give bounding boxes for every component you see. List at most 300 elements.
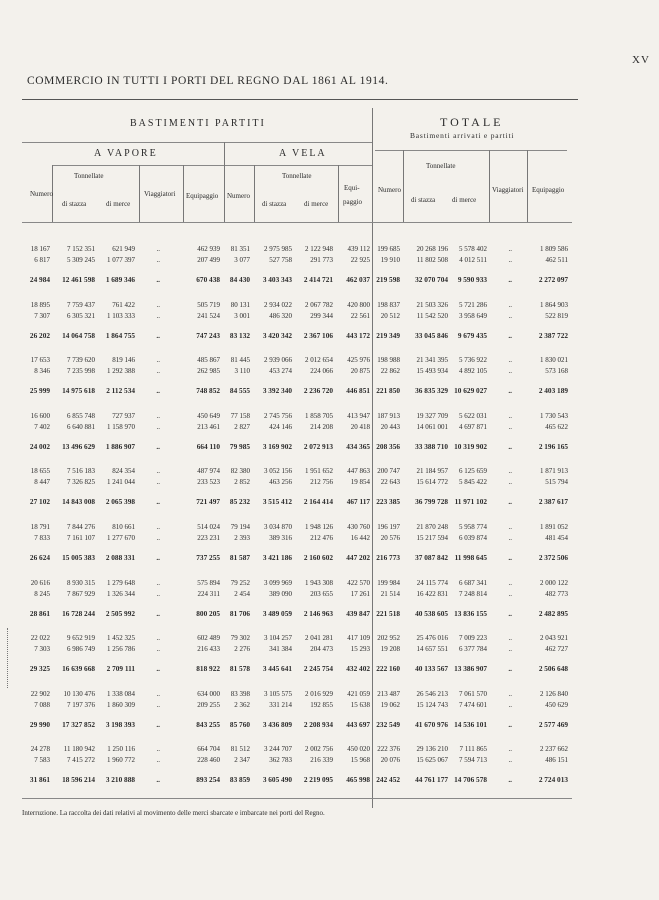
table-cell: 819 146 — [112, 356, 135, 365]
table-cell: .. — [508, 578, 512, 587]
header-tonnellate-totale: Tonnellate — [426, 162, 456, 170]
table-cell: 467 117 — [346, 497, 370, 507]
table-cell: 515 794 — [545, 478, 568, 487]
table-cell: 2 122 948 — [305, 245, 333, 253]
table-cell: 7 516 183 — [67, 467, 95, 476]
table-cell: .. — [156, 386, 160, 396]
table-cell: 40 538 605 — [415, 608, 448, 618]
header-paggio: paggio — [343, 198, 363, 206]
table-cell: .. — [508, 645, 512, 654]
table-cell: .. — [508, 467, 512, 476]
header-divider — [224, 142, 225, 222]
table-cell: 2 126 840 — [540, 689, 568, 698]
table-cell: 462 037 — [346, 275, 370, 284]
table-cell: 33 388 710 — [415, 441, 448, 451]
table-cell: 1 864 903 — [540, 300, 568, 309]
table-cell: 7 583 — [34, 756, 50, 765]
table-cell: .. — [508, 700, 512, 709]
table-cell: 15 625 067 — [416, 756, 448, 765]
table-cell: 21 341 395 — [416, 356, 448, 365]
table-cell: 10 130 476 — [63, 689, 95, 698]
table-cell: 9 679 435 — [457, 330, 487, 340]
table-cell: 213 461 — [197, 422, 220, 431]
table-cell: 3 034 870 — [264, 523, 292, 531]
table-cell: 2 276 — [234, 645, 250, 654]
table-cell: 424 146 — [269, 422, 292, 431]
table-cell: 362 783 — [269, 756, 292, 765]
table-cell: 18 791 — [30, 523, 50, 531]
table-cell: 14 536 101 — [454, 719, 487, 729]
table-cell: 5 622 031 — [459, 411, 487, 420]
table-cell: 3 052 156 — [264, 467, 292, 476]
total-row — [0, 442, 659, 453]
table-cell: 2 745 756 — [264, 411, 292, 420]
total-row — [0, 775, 659, 786]
header-di-merce: di merce — [106, 200, 131, 208]
table-cell: 22 643 — [380, 478, 400, 487]
table-cell: 5 958 774 — [459, 523, 487, 531]
table-cell: 7 235 998 — [67, 367, 95, 376]
header-numero-totale: Numero — [378, 186, 401, 194]
table-cell: 1 951 652 — [305, 467, 333, 476]
table-cell: 2 208 934 — [303, 719, 333, 729]
table-cell: .. — [156, 700, 160, 709]
header-divider — [403, 150, 404, 222]
table-cell: 9 590 933 — [457, 275, 487, 284]
table-cell: .. — [156, 256, 160, 264]
table-cell: 20 616 — [30, 578, 50, 587]
table-cell: 463 256 — [269, 478, 292, 487]
table-cell: .. — [508, 608, 512, 618]
table-cell: 1 292 388 — [107, 367, 135, 376]
table-cell: .. — [156, 245, 160, 253]
total-row — [0, 386, 659, 397]
table-cell: 7 474 601 — [459, 700, 487, 709]
table-cell: 331 214 — [269, 700, 292, 709]
table-cell: 29 990 — [29, 719, 50, 729]
table-cell: 2 506 648 — [538, 664, 568, 674]
table-cell: 2 387 617 — [538, 497, 568, 507]
table-cell: 20 512 — [380, 311, 400, 320]
table-cell: 25 999 — [29, 386, 50, 396]
table-cell: 2 934 022 — [264, 300, 292, 309]
table-cell: 5 721 286 — [459, 300, 487, 309]
table-cell: 20 875 — [350, 367, 370, 376]
table-cell: 1 250 116 — [107, 745, 135, 754]
table-cell: 16 422 831 — [416, 589, 448, 598]
table-cell: 2 362 — [234, 700, 250, 709]
table-cell: 6 377 784 — [459, 645, 487, 654]
table-cell: 2 414 721 — [303, 275, 333, 284]
table-cell: .. — [156, 608, 160, 618]
table-cell: 14 061 001 — [416, 422, 448, 431]
table-cell: .. — [156, 578, 160, 587]
table-cell: 15 293 — [350, 645, 370, 654]
table-cell: 487 974 — [197, 467, 220, 476]
table-cell: 421 059 — [347, 689, 370, 698]
total-row — [0, 664, 659, 675]
table-cell: .. — [156, 523, 160, 531]
table-cell: 3 605 490 — [262, 775, 292, 785]
table-cell: 81 351 — [230, 245, 250, 253]
table-cell: 7 844 276 — [67, 523, 95, 531]
table-cell: 7 867 929 — [67, 589, 95, 598]
table-row — [0, 478, 659, 489]
table-cell: .. — [508, 745, 512, 754]
table-cell: .. — [156, 478, 160, 487]
header-viaggiatori-totale: Viaggiatori — [492, 186, 524, 194]
table-cell: 9 652 919 — [67, 634, 95, 643]
table-cell: .. — [156, 664, 160, 674]
table-cell: 20 076 — [380, 756, 400, 765]
table-cell: 14 657 551 — [416, 645, 448, 654]
table-cell: 15 005 383 — [62, 553, 95, 562]
table-cell: 1 158 970 — [107, 422, 135, 431]
table-row — [0, 534, 659, 545]
header-bastimenti-partiti: BASTIMENTI PARTITI — [130, 118, 266, 129]
table-cell: 1 960 772 — [107, 756, 135, 765]
table-cell: 5 845 422 — [459, 478, 487, 487]
header-bottom-rule — [22, 222, 572, 223]
table-row — [0, 412, 659, 423]
header-rule — [52, 165, 372, 166]
table-cell: 21 184 957 — [416, 467, 448, 476]
table-cell: 1 338 084 — [107, 689, 135, 698]
table-cell: 7 161 107 — [67, 534, 95, 542]
table-cell: 462 511 — [545, 256, 568, 264]
header-viaggiatori: Viaggiatori — [144, 190, 176, 198]
table-row — [0, 523, 659, 534]
table-cell: 12 461 598 — [62, 275, 95, 284]
table-cell: 7 833 — [34, 534, 50, 542]
table-cell: 199 984 — [377, 578, 400, 587]
table-cell: .. — [156, 275, 160, 284]
table-cell: 2 112 534 — [106, 386, 135, 396]
table-cell: .. — [508, 553, 512, 562]
table-cell: .. — [156, 756, 160, 765]
table-cell: 505 719 — [197, 300, 220, 309]
table-cell: 2 072 913 — [303, 441, 333, 451]
table-cell: .. — [156, 645, 160, 654]
table-cell: 198 837 — [377, 300, 400, 309]
table-cell: 32 070 704 — [415, 275, 448, 284]
table-cell: 18 655 — [30, 467, 50, 476]
table-cell: 447 202 — [346, 553, 370, 562]
table-cell: 196 197 — [377, 523, 400, 531]
table-cell: 11 542 520 — [416, 311, 448, 320]
table-cell: 6 687 341 — [459, 578, 487, 587]
table-cell: 10 629 027 — [454, 386, 487, 396]
table-cell: 22 561 — [350, 311, 370, 320]
table-cell: .. — [508, 689, 512, 698]
table-cell: 2 164 414 — [303, 497, 333, 507]
table-cell: 6 640 881 — [67, 422, 95, 431]
table-cell: 216 433 — [197, 645, 220, 654]
table-cell: 24 115 774 — [416, 578, 448, 587]
table-cell: 8 447 — [34, 478, 50, 487]
table-cell: 527 758 — [269, 256, 292, 264]
table-cell: 439 847 — [346, 608, 370, 618]
table-row — [0, 590, 659, 601]
table-cell: 7 415 272 — [67, 756, 95, 765]
table-cell: 15 217 594 — [416, 534, 448, 542]
table-cell: 19 062 — [380, 700, 400, 709]
table-cell: 7 307 — [34, 311, 50, 320]
table-cell: 413 947 — [347, 411, 370, 420]
table-cell: 20 268 196 — [416, 245, 448, 253]
table-cell: 15 638 — [350, 700, 370, 709]
table-cell: 481 454 — [545, 534, 568, 542]
header-divider — [489, 150, 490, 222]
page-title: COMMERCIO IN TUTTI I PORTI DEL REGNO DAL 1861 AL 1914. — [27, 75, 389, 87]
table-cell: 21 514 — [380, 589, 400, 598]
table-cell: 79 302 — [230, 634, 250, 643]
table-cell: 2 016 929 — [305, 689, 333, 698]
table-cell: .. — [508, 441, 512, 451]
table-cell: 221 518 — [376, 608, 400, 618]
table-cell: 83 398 — [230, 689, 250, 698]
table-cell: 22 862 — [380, 367, 400, 376]
table-cell: 36 799 728 — [415, 497, 448, 507]
table-cell: 2 347 — [234, 756, 250, 765]
table-cell: 26 624 — [29, 553, 50, 562]
total-row — [0, 720, 659, 731]
table-cell: 82 380 — [230, 467, 250, 476]
table-cell: 14 706 578 — [454, 775, 487, 785]
table-cell: 37 087 842 — [415, 553, 448, 562]
table-cell: 22 925 — [350, 256, 370, 264]
table-cell: 26 202 — [29, 330, 50, 340]
table-cell: 223 385 — [376, 497, 400, 507]
table-cell: .. — [156, 422, 160, 431]
table-cell: 824 354 — [112, 467, 135, 476]
table-cell: 223 231 — [197, 534, 220, 542]
table-cell: .. — [156, 467, 160, 476]
table-cell: 15 493 934 — [416, 367, 448, 376]
table-cell: 3 244 707 — [264, 745, 292, 754]
table-cell: 2 482 895 — [538, 608, 568, 618]
table-cell: 27 102 — [29, 497, 50, 507]
header-numero: Numero — [30, 190, 53, 198]
table-cell: 33 045 846 — [415, 330, 448, 340]
table-cell: 214 208 — [310, 422, 333, 431]
table-cell: 79 252 — [230, 578, 250, 587]
table-cell: 5 736 922 — [459, 356, 487, 365]
table-cell: 81 587 — [229, 553, 250, 562]
table-cell: 2 012 654 — [305, 356, 333, 365]
table-cell: 219 349 — [376, 330, 400, 340]
table-cell: 3 403 343 — [262, 275, 292, 284]
table-cell: 2 237 662 — [540, 745, 568, 754]
table-cell: 200 747 — [377, 467, 400, 476]
table-cell: 77 158 — [230, 411, 250, 420]
table-cell: 7 088 — [34, 700, 50, 709]
table-cell: 1 689 346 — [105, 275, 135, 284]
table-cell: 203 655 — [310, 589, 333, 598]
table-cell: 16 639 668 — [62, 664, 95, 674]
table-cell: 432 402 — [346, 664, 370, 674]
table-cell: 721 497 — [196, 497, 220, 507]
table-cell: 17 261 — [350, 589, 370, 598]
table-cell: 192 855 — [310, 700, 333, 709]
table-cell: 291 773 — [310, 256, 333, 264]
table-cell: 3 436 809 — [262, 719, 292, 729]
table-cell: 389 316 — [269, 534, 292, 542]
table-row — [0, 690, 659, 701]
table-cell: .. — [508, 367, 512, 376]
table-cell: 1 326 344 — [107, 589, 135, 598]
header-rule — [22, 142, 372, 143]
header-tonnellate-vela: Tonnellate — [282, 172, 312, 180]
table-cell: 8 930 315 — [67, 578, 95, 587]
table-cell: 3 445 641 — [262, 664, 292, 674]
header-equipaggio: Equipaggio — [186, 192, 219, 200]
table-cell: .. — [156, 367, 160, 376]
table-cell: 40 133 567 — [415, 664, 448, 674]
table-cell: 24 002 — [29, 441, 50, 451]
table-cell: 453 274 — [269, 367, 292, 376]
table-cell: 3 489 059 — [262, 608, 292, 618]
table-cell: .. — [156, 689, 160, 698]
table-cell: 6 305 321 — [67, 311, 95, 320]
table-cell: 11 802 508 — [416, 256, 448, 264]
table-cell: 16 442 — [350, 534, 370, 542]
table-cell: 2 387 722 — [538, 330, 568, 340]
header-tonnellate: Tonnellate — [74, 172, 104, 180]
table-cell: 224 311 — [197, 589, 220, 598]
table-cell: 3 421 186 — [262, 553, 292, 562]
table-cell: 11 971 102 — [454, 497, 487, 507]
table-cell: 1 948 126 — [305, 523, 333, 531]
table-cell: 2 272 097 — [538, 275, 568, 284]
table-cell: 216 773 — [376, 553, 400, 562]
table-cell: 85 232 — [229, 497, 250, 507]
table-cell: 233 523 — [197, 478, 220, 487]
table-cell: 1 256 786 — [107, 645, 135, 654]
table-row — [0, 745, 659, 756]
table-cell: 18 596 214 — [62, 775, 95, 785]
table-cell: 2 939 066 — [264, 356, 292, 365]
table-cell: .. — [508, 756, 512, 765]
table-cell: 2 196 165 — [538, 441, 568, 451]
table-cell: 21 870 248 — [416, 523, 448, 531]
table-cell: .. — [508, 775, 512, 785]
table-cell: 443 172 — [346, 330, 370, 340]
table-cell: 83 859 — [229, 775, 250, 785]
table-cell: .. — [156, 553, 160, 562]
table-cell: .. — [156, 534, 160, 542]
table-cell: 465 622 — [545, 422, 568, 431]
table-cell: .. — [508, 275, 512, 284]
table-cell: 446 851 — [346, 386, 370, 396]
table-cell: 430 760 — [347, 523, 370, 531]
table-cell: 20 443 — [380, 422, 400, 431]
table-cell: 810 661 — [112, 523, 135, 531]
table-cell: 2 065 398 — [105, 497, 135, 507]
table-cell: 84 430 — [229, 275, 250, 284]
table-cell: 893 254 — [196, 775, 220, 785]
table-cell: 79 194 — [230, 523, 250, 531]
table-cell: 213 487 — [377, 689, 400, 698]
table-cell: 7 594 713 — [459, 756, 487, 765]
table-cell: 420 800 — [347, 300, 370, 309]
table-cell: 737 255 — [196, 553, 220, 562]
table-cell: 19 854 — [350, 478, 370, 487]
table-cell: 6 986 749 — [67, 645, 95, 654]
table-cell: 486 320 — [269, 311, 292, 320]
table-cell: .. — [156, 356, 160, 365]
table-cell: 232 549 — [376, 719, 400, 729]
page-number: XV — [632, 54, 650, 66]
table-cell: 24 984 — [29, 275, 50, 284]
table-cell: 29 325 — [29, 664, 50, 674]
table-cell: 670 438 — [196, 275, 220, 284]
table-cell: 3 392 340 — [262, 386, 292, 396]
table-cell: 202 952 — [377, 634, 400, 643]
table-row — [0, 467, 659, 478]
table-cell: 4 892 105 — [459, 367, 487, 376]
table-cell: 14 843 008 — [62, 497, 95, 507]
table-cell: 17 653 — [30, 356, 50, 365]
table-cell: 2 160 602 — [303, 553, 333, 562]
table-cell: .. — [508, 300, 512, 309]
table-cell: 450 649 — [197, 411, 220, 420]
table-cell: 83 132 — [229, 330, 250, 340]
table-cell: 4 697 871 — [459, 422, 487, 431]
table-cell: 486 151 — [545, 756, 568, 765]
table-cell: 7 759 437 — [67, 300, 95, 309]
table-cell: .. — [508, 664, 512, 674]
table-cell: 417 109 — [347, 634, 370, 643]
table-cell: 81 445 — [230, 356, 250, 365]
table-cell: 2 067 782 — [305, 300, 333, 309]
table-cell: 462 727 — [545, 645, 568, 654]
table-cell: 462 939 — [197, 245, 220, 253]
table-cell: 44 761 177 — [415, 775, 448, 785]
table-cell: 242 452 — [376, 775, 400, 785]
table-row — [0, 367, 659, 378]
table-cell: 19 208 — [380, 645, 400, 654]
header-di-stazza-totale: di stazza — [411, 196, 436, 204]
table-cell: 2 041 281 — [305, 634, 333, 643]
table-cell: 22 022 — [30, 634, 50, 643]
table-cell: 16 728 244 — [62, 608, 95, 618]
table-cell: 207 499 — [197, 256, 220, 264]
header-numero-vela: Numero — [227, 192, 250, 200]
table-cell: 80 131 — [230, 300, 250, 309]
table-cell: 1 886 907 — [105, 441, 135, 451]
table-cell: 2 709 111 — [106, 664, 135, 674]
table-cell: 262 985 — [197, 367, 220, 376]
header-divider — [527, 150, 528, 222]
total-row — [0, 609, 659, 620]
table-cell: 228 460 — [197, 756, 220, 765]
table-cell: .. — [156, 497, 160, 507]
margin-dots — [7, 628, 9, 688]
table-cell: 439 112 — [347, 245, 370, 253]
table-cell: 11 998 645 — [454, 553, 487, 562]
table-cell: 1 943 308 — [305, 578, 333, 587]
table-cell: 11 180 942 — [63, 745, 95, 754]
table-cell: 341 384 — [269, 645, 292, 654]
table-cell: 219 598 — [376, 275, 400, 284]
table-cell: 1 730 543 — [540, 411, 568, 420]
table-cell: 81 706 — [229, 608, 250, 618]
table-cell: 6 855 748 — [67, 411, 95, 420]
table-cell: .. — [156, 634, 160, 643]
table-cell: .. — [156, 441, 160, 451]
table-cell: 575 894 — [197, 578, 220, 587]
